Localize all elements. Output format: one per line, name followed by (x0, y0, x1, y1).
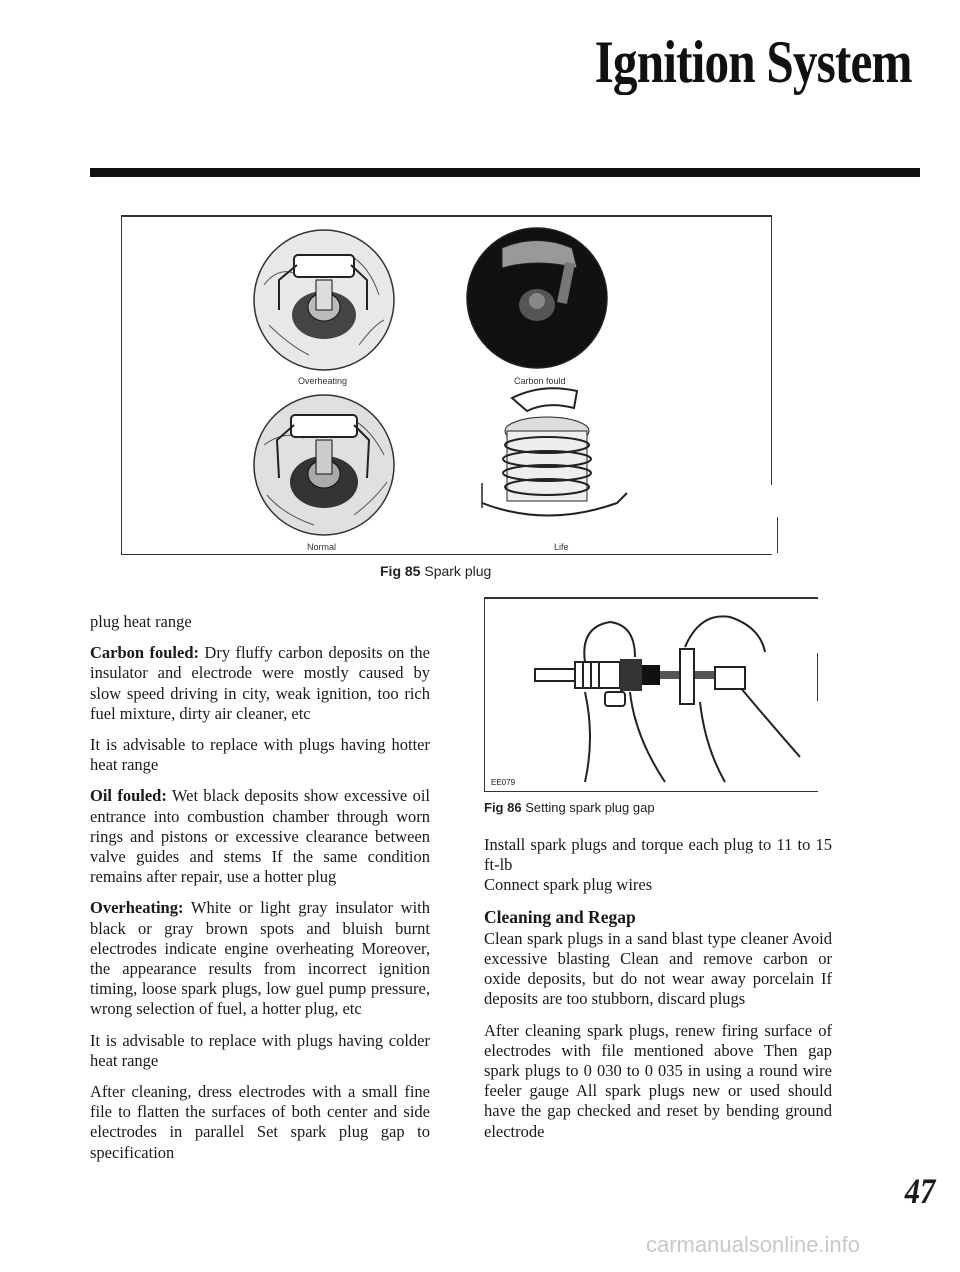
figure-85-text: Spark plug (424, 563, 492, 579)
figure-86-number: Fig 86 (484, 800, 522, 815)
life-plug-image (452, 383, 642, 533)
figure-85-frame (121, 215, 772, 555)
page-title: Ignition System (594, 29, 912, 95)
left-column (90, 612, 430, 1174)
header-rule (90, 168, 920, 177)
paragraph-oil-fouled (90, 786, 430, 887)
paragraph: After cleaning spark plugs, renew firing surface of electrodes with file mentioned above Then gap spark plugs to 0 030 to 0 035 in using a round wire feeler gauge All spark plugs new or used should have the gap checked and reset by bending ground electrode (484, 1020, 832, 1141)
paragraph-body: Dry fluffy carbon deposits on the insulator and electrode were mostly caused by slow speed driving in city, weak ignition, too rich fuel mixture, dirty air cleaner, etc (90, 643, 430, 723)
page-number: 47 (904, 1171, 936, 1211)
label-normal: Normal (307, 542, 337, 552)
term-overheating: Overheating: (90, 898, 184, 918)
paragraph: It is advisable to replace with plugs having colder heat range (90, 1030, 430, 1070)
figure-86-caption (484, 800, 655, 815)
section-heading: Cleaning and Regap (484, 906, 636, 927)
label-life: Life (554, 542, 569, 552)
watermark: carmanualsonline.info (646, 1232, 861, 1257)
paragraph: It is advisable to replace with plugs having hotter heat range (90, 735, 430, 775)
overheating-plug-image (249, 225, 399, 375)
figure-86-text: Setting spark plug gap (525, 800, 655, 815)
paragraph-body: Wet black deposits show excessive oil entrance into combustion chamber through worn rings and pistons or excessive clearance between valve guides and stems If the same condition remains after repair, use a hotter plug (90, 786, 430, 887)
figure-86-frame (484, 597, 818, 792)
figure-85-caption (380, 563, 491, 579)
carbon-fouled-plug-image (462, 223, 612, 373)
figure-86-code: EE079 (491, 778, 516, 787)
paragraph: Connect spark plug wires (484, 875, 653, 895)
term-oil-fouled: Oil fouled: (90, 786, 167, 806)
paragraph: Clean spark plugs in a sand blast type cleaner Avoid excessive blasting Clean and remove carbon or oxide deposits, but do not wear away porcelain If deposits are too stubborn, discard plugs (484, 928, 832, 1009)
label-overheating: Overheating (298, 376, 348, 386)
paragraph-body: White or light gray insulator with black or gray brown spots and bluish burnt electrodes indicate engine overheating Moreover, the appearance results from incorrect ignition timing, loose spark plugs, low guel pump pressure, wrong selection of fuel, a hotter plug, etc (90, 898, 430, 1019)
normal-plug-image (249, 390, 399, 540)
label-carbon-fouled: Carbon fould (514, 376, 566, 386)
paragraph-carbon-fouled (90, 643, 430, 724)
paragraph: After cleaning, dress electrodes with a small fine file to flatten the surfaces of both center and side electrodes in parallel Set spark plug gap to specification (90, 1082, 430, 1162)
term-carbon-fouled: Carbon fouled: (90, 643, 199, 663)
setting-gap-illustration (525, 607, 805, 787)
figure-85-number: Fig 85 (380, 563, 421, 579)
paragraph: plug heat range (90, 612, 192, 631)
paragraph: Install spark plugs and torque each plug to 11 to 15 ft-lb (484, 835, 832, 875)
right-column (484, 835, 832, 1153)
paragraph-overheating (90, 898, 430, 1019)
